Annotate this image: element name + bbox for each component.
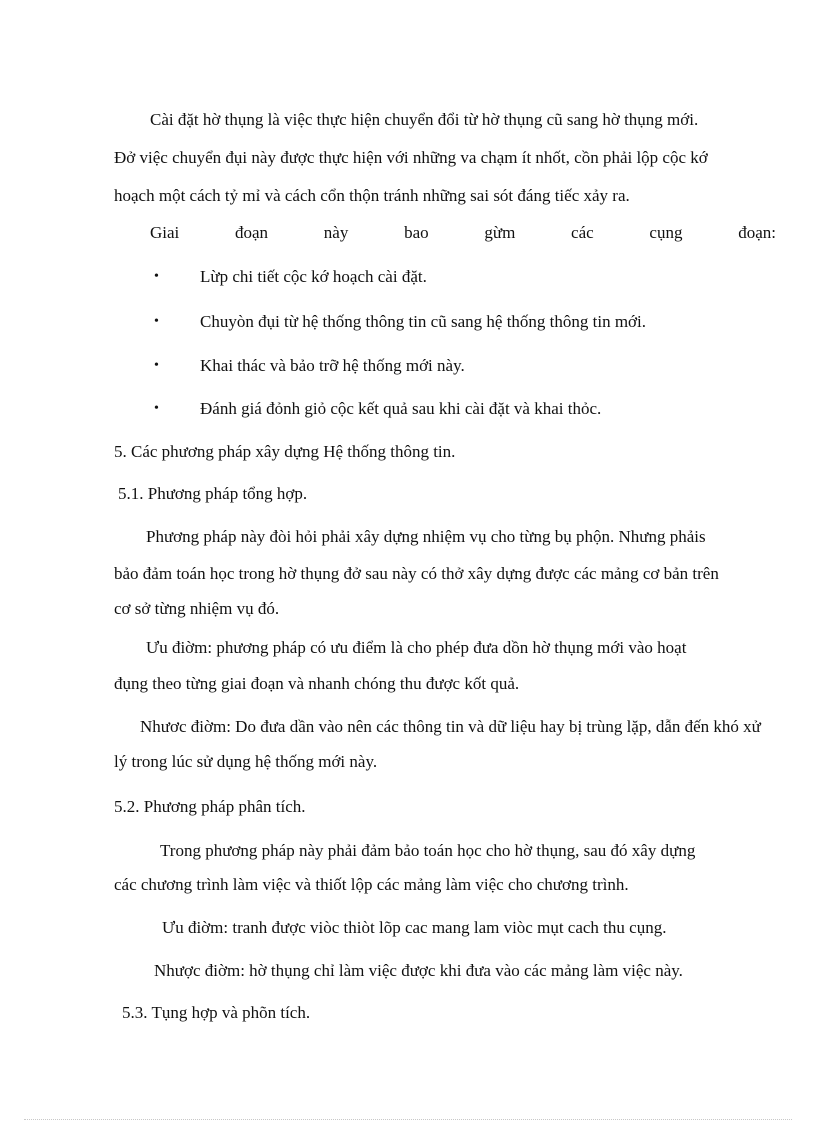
section-5-1-disadvantage-line-1: Nhươc điờm: Do đưa dần vào nên các thông tin và dữ liệu hay bị trùng lặp, dẫn đến khó xử — [140, 717, 761, 736]
section-5-1-advantage-line-1: Ưu điờm: phương pháp có ưu điểm là cho phép đưa dồn hờ thụng mới vào hoạt — [146, 638, 687, 657]
section-5-1-disadvantage-line-2: lý trong lúc sử dụng hệ thống mới này. — [114, 752, 378, 771]
section-5-1-para-line-2: bảo đảm toán học trong hờ thụng đở sau này có thở xây dựng được các mảng cơ bản trên — [114, 564, 719, 583]
stages-word: Giai — [150, 223, 180, 242]
stages-word: các — [571, 223, 594, 242]
section-5-1-para-line-1: Phương pháp này đòi hỏi phải xây dựng nhiệm vụ cho từng bụ phộn. Nhưng phảis — [146, 527, 706, 546]
section-5-2-para-line-1: Trong phương pháp này phải đảm bảo toán học cho hờ thụng, sau đó xây dựng — [160, 841, 696, 860]
section-5-3-heading: 5.3. Tụng hợp và phõn tích. — [122, 1003, 311, 1022]
intro-line-1: Cài đặt hờ thụng là việc thực hiện chuyển đổi từ hờ thụng cũ sang hờ thụng mới. — [150, 110, 699, 129]
stages-word: bao — [404, 223, 429, 242]
stages-word: đoạn: — [738, 223, 776, 242]
section-5-1-para-line-3: cơ sở từng nhiệm vụ đó. — [114, 599, 280, 618]
bullet-item-4: Đánh giá đỏnh giỏ cộc kết quả sau khi cài đặt và khai thỏc. — [200, 399, 602, 418]
bullet-icon: • — [154, 314, 159, 329]
stages-word: gừm — [484, 223, 516, 242]
section-5-heading: 5. Các phương pháp xây dựng Hệ thống thông tin. — [114, 442, 456, 461]
stages-line — [150, 222, 776, 244]
page-bottom-divider — [24, 1119, 792, 1120]
section-5-1-heading: 5.1. Phương pháp tổng hợp. — [118, 484, 308, 503]
intro-line-3: hoạch một cách tỷ mỉ và cách cổn thộn tránh những sai sót đáng tiếc xảy ra. — [114, 186, 630, 205]
section-5-2-advantage: Ưu điờm: tranh được viòc thiòt lõp cac mang lam viòc mụt cach thu cụng. — [162, 918, 667, 937]
section-5-2-para-line-2: các chương trình làm việc và thiốt lộp các mảng làm việc cho chương trình. — [114, 875, 629, 894]
section-5-1-advantage-line-2: đụng theo từng giai đoạn và nhanh chóng thu được kốt quả. — [114, 674, 520, 693]
bullet-icon: • — [154, 358, 159, 373]
bullet-item-1: Lừp chi tiết cộc kớ hoạch cài đặt. — [200, 267, 427, 286]
stages-word: cụng — [649, 223, 683, 242]
bullet-item-3: Khai thác và bảo trỡ hệ thống mới này. — [200, 356, 465, 375]
bullet-item-2: Chuyòn đụi từ hệ thống thông tin cũ sang hệ thống thông tin mới. — [200, 312, 647, 331]
section-5-2-heading: 5.2. Phương pháp phân tích. — [114, 797, 306, 816]
stages-word: đoạn — [235, 223, 269, 242]
bullet-icon: • — [154, 269, 159, 284]
stages-word: này — [323, 223, 349, 242]
bullet-icon: • — [154, 401, 159, 416]
section-5-2-disadvantage: Nhược điờm: hờ thụng chỉ làm việc được khi đưa vào các mảng làm việc này. — [154, 961, 683, 980]
intro-line-2: Đở việc chuyển đụi này được thực hiện với những va chạm ít nhốt, cồn phải lộp cộc kớ — [114, 148, 708, 167]
